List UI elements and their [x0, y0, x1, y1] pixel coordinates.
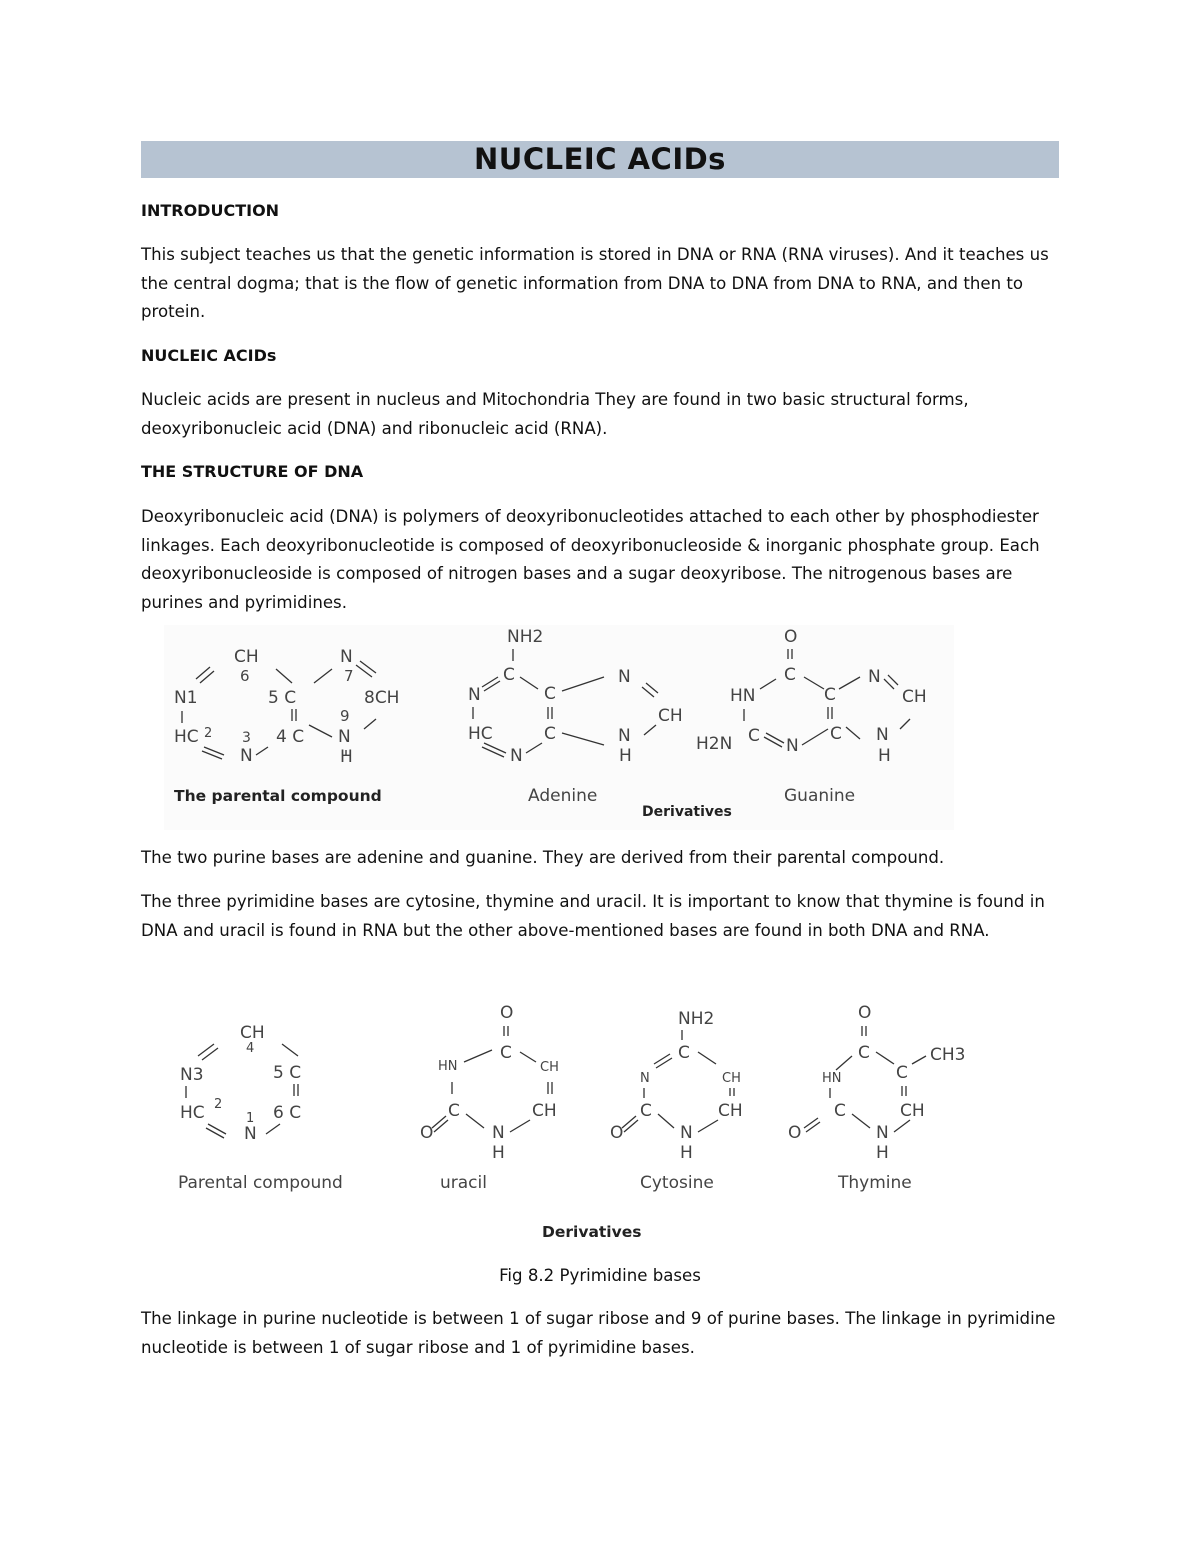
atom-label: NH2: [507, 627, 544, 647]
atom-label: C: [748, 726, 760, 746]
atom-label: N: [618, 726, 631, 746]
label-adenine: Adenine: [528, 786, 598, 806]
atom-label: C: [784, 665, 796, 685]
atom-label: N: [640, 1071, 650, 1086]
label-purine-derivatives: Derivatives: [642, 804, 732, 820]
atom-label: O: [500, 1003, 514, 1023]
atom-label: N: [868, 667, 881, 687]
atom-label: C: [448, 1101, 460, 1121]
atom-label: N: [786, 736, 799, 756]
atom-label: N: [340, 647, 353, 667]
atom-label: C: [678, 1043, 690, 1063]
atom-label: NH2: [678, 1009, 715, 1029]
atom-label: N: [244, 1124, 257, 1144]
heading-nucleic-acids: NUCLEIC ACIDs: [141, 346, 277, 365]
atom-label: N: [876, 725, 889, 745]
title-banner: [141, 141, 1059, 178]
label-thymine: Thymine: [838, 1173, 912, 1193]
label-parental-pyrimidine: Parental compound: [178, 1173, 343, 1193]
atom-label: HC: [174, 727, 199, 747]
atom-label: 2: [214, 1097, 223, 1112]
atom-label: N: [240, 746, 253, 766]
atom-label: C: [824, 685, 836, 705]
paragraph-pyrimidine-bases: The three pyrimidine bases are cytosine, thymine and uracil. It is important to know that thymine is found in DNA and uracil is found in RNA but the other above-mentioned bases are found in both DNA and RNA.: [141, 892, 1045, 940]
atom-label: HN: [822, 1071, 842, 1086]
atom-label: 5 C: [273, 1063, 302, 1083]
atom-label: C: [500, 1043, 512, 1063]
atom-label: C: [640, 1101, 652, 1121]
atom-label: O: [858, 1003, 872, 1023]
atom-label: CH: [234, 647, 259, 667]
atom-label: C: [858, 1043, 870, 1063]
atom-label: O: [788, 1123, 802, 1143]
atom-label: 4: [246, 1041, 255, 1056]
atom-label: O: [784, 627, 798, 647]
atom-label: N1: [174, 688, 198, 708]
label-uracil: uracil: [440, 1173, 487, 1193]
atom-label: CH: [658, 706, 683, 726]
atom-label: 9: [340, 707, 350, 725]
atom-label: HN: [438, 1059, 458, 1074]
atom-label: H: [680, 1143, 693, 1163]
atom-label: CH: [532, 1101, 557, 1121]
atom-label: CH: [240, 1023, 265, 1043]
label-parental-purine: The parental compound: [174, 787, 382, 805]
paragraph-linkage: The linkage in purine nucleotide is between 1 of sugar ribose and 9 of purine bases. The linkage in pyrimidine nucleotide is between 1 of sugar ribose and 1 of pyrimidine bases.: [141, 1309, 1056, 1357]
atom-label: N: [338, 727, 351, 747]
atom-label: N: [876, 1123, 889, 1143]
atom-label: C: [834, 1101, 846, 1121]
atom-label: 8CH: [364, 688, 400, 708]
atom-label: CH: [722, 1071, 741, 1086]
atom-label: C: [896, 1063, 908, 1083]
atom-label: 3: [242, 730, 251, 746]
atom-label: HC: [180, 1103, 205, 1123]
atom-label: H: [340, 747, 353, 767]
atom-label: H: [878, 746, 891, 766]
paragraph-dna-structure: Deoxyribonucleic acid (DNA) is polymers of deoxyribonucleotides attached to each other by phosphodiester linkages. Each deoxyribonucleotide is composed of deoxyribonucleoside & inorganic phosphate group. Each deoxyribonucleoside is composed of nitrogen bases and a sugar deoxyribose. The nitrogenous bases are purines and pyrimidines.: [141, 507, 1040, 612]
atom-label: 6 C: [273, 1103, 302, 1123]
atom-label: O: [420, 1123, 434, 1143]
atom-label: H: [619, 746, 632, 766]
atom-label: N: [468, 685, 481, 705]
atom-label: N3: [180, 1065, 204, 1085]
pyrimidine-figure: [170, 1000, 990, 1250]
heading-dna-structure: THE STRUCTURE OF DNA: [141, 462, 364, 481]
paragraph-introduction: This subject teaches us that the genetic information is stored in DNA or RNA (RNA viruses). And it teaches us the central dogma; that is the flow of genetic information from DNA to DNA from DNA to RNA, and then to protein.: [141, 245, 1049, 321]
atom-label: HC: [468, 724, 493, 744]
paragraph-purine-bases: The two purine bases are adenine and guanine. They are derived from their parental compound.: [141, 848, 945, 867]
atom-label: N: [680, 1123, 693, 1143]
atom-label: N: [510, 746, 523, 766]
label-guanine: Guanine: [784, 786, 856, 806]
purine-figure: [164, 625, 954, 830]
atom-label: C: [503, 665, 515, 685]
atom-label: 4 C: [276, 727, 305, 747]
atom-label: H2N: [696, 734, 733, 754]
atom-label: CH: [900, 1101, 925, 1121]
atom-label: N: [618, 667, 631, 687]
page-title: NUCLEIC ACIDs: [474, 142, 726, 176]
atom-label: 1: [246, 1111, 255, 1126]
atom-label: CH: [718, 1101, 743, 1121]
atom-label: H: [492, 1143, 505, 1163]
atom-label: 6: [240, 667, 250, 685]
atom-label: CH: [540, 1060, 559, 1075]
atom-label: 7: [344, 667, 354, 685]
atom-label: CH: [902, 687, 927, 707]
paragraph-nucleic-acids: Nucleic acids are present in nucleus and Mitochondria They are found in two basic structural forms, deoxyribonucleic acid (DNA) and ribonucleic acid (RNA).: [141, 390, 969, 438]
label-pyrimidine-derivatives: Derivatives: [542, 1223, 642, 1241]
heading-introduction: INTRODUCTION: [141, 201, 280, 220]
atom-label: CH3: [930, 1045, 966, 1065]
atom-label: C: [544, 724, 556, 744]
atom-label: HN: [730, 686, 756, 706]
atom-label: H: [876, 1143, 889, 1163]
atom-label: 2: [204, 726, 213, 741]
atom-label: O: [610, 1123, 624, 1143]
label-cytosine: Cytosine: [640, 1173, 714, 1193]
atom-label: C: [830, 724, 842, 744]
atom-label: 5 C: [268, 688, 297, 708]
atom-label: C: [544, 684, 556, 704]
atom-label: N: [492, 1123, 505, 1143]
figure-caption: Fig 8.2 Pyrimidine bases: [499, 1266, 701, 1285]
